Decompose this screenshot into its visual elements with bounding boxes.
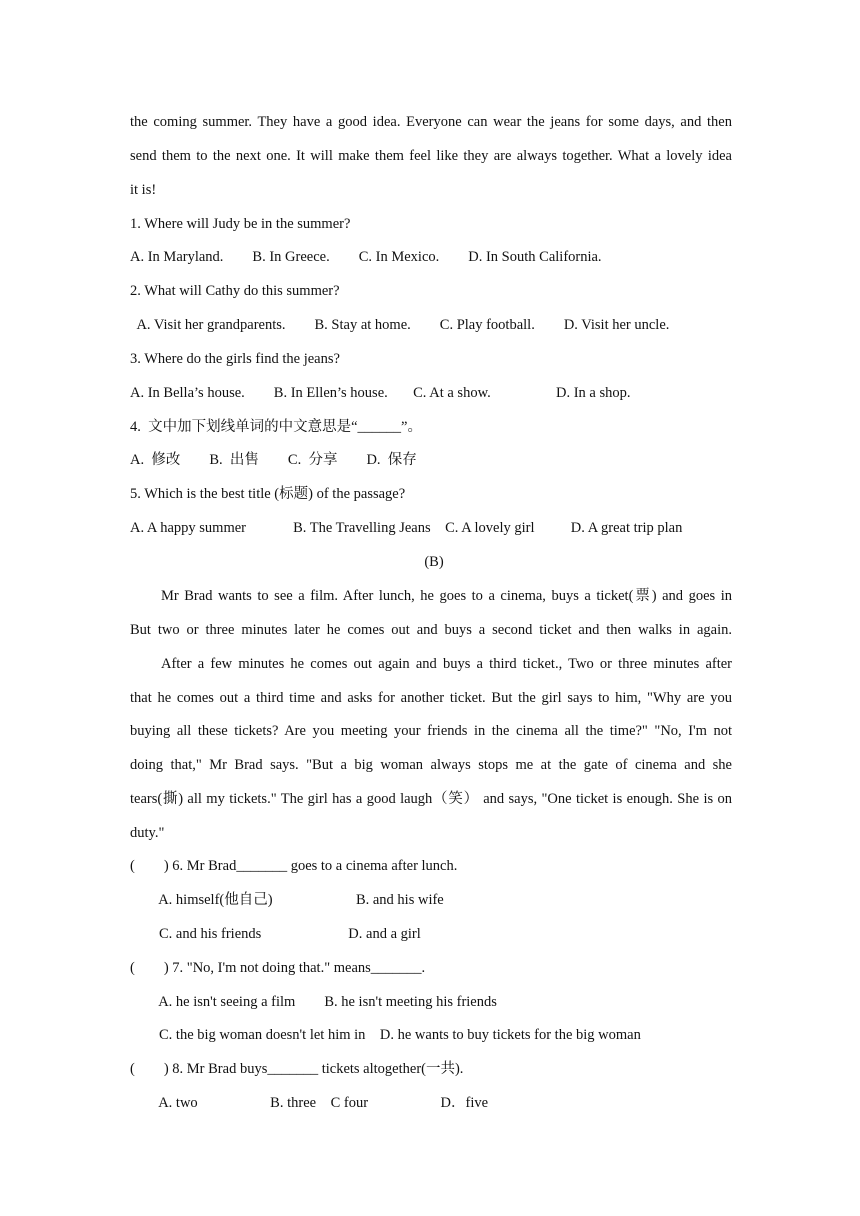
question-stem: ( ) 7. "No, I'm not doing that." means_______. bbox=[130, 960, 426, 976]
question-options: A. In Maryland. B. In Greece. C. In Mexico. D. In South California. bbox=[130, 249, 602, 265]
question-stem: ( ) 8. Mr Brad buys_______ tickets altogether(一共). bbox=[130, 1061, 464, 1077]
passage-line: send them to the next one. It will make them feel like they are always together. What a lovely idea bbox=[130, 148, 732, 164]
passage-line: After a few minutes he comes out again and buys a third ticket., Two or three minutes after bbox=[161, 656, 732, 672]
passage-line: duty." bbox=[130, 825, 165, 841]
question-stem: 4. 文中加下划线单词的中文意思是“______”。 bbox=[130, 419, 422, 435]
passage-line: doing that," Mr Brad says. "But a big woman always stops me at the gate of cinema and she bbox=[130, 757, 732, 773]
question-options: A. himself(他自己) B. and his wife bbox=[130, 892, 444, 908]
passage-line: it is! bbox=[130, 182, 157, 198]
question-stem: 3. Where do the girls find the jeans? bbox=[130, 351, 340, 367]
question-options: A. A happy summer B. The Travelling Jeans C. A lovely girl D. A great trip plan bbox=[130, 520, 683, 536]
question-stem: 1. Where will Judy be in the summer? bbox=[130, 216, 351, 232]
question-options: A. Visit her grandparents. B. Stay at home. C. Play football. D. Visit her uncle. bbox=[130, 317, 670, 333]
question-options: A. In Bella’s house. B. In Ellen’s house. C. At a show. D. In a shop. bbox=[130, 385, 631, 401]
question-stem: ( ) 6. Mr Brad_______ goes to a cinema after lunch. bbox=[130, 858, 458, 874]
question-stem: 2. What will Cathy do this summer? bbox=[130, 283, 340, 299]
passage-line: buying all these tickets? Are you meeting your friends in the cinema all the time?" "No, I'm not bbox=[130, 723, 732, 739]
section-heading: (B) bbox=[424, 554, 444, 570]
question-options: C. and his friends D. and a girl bbox=[130, 926, 421, 942]
passage-line: the coming summer. They have a good idea. Everyone can wear the jeans for some days, and then bbox=[130, 114, 732, 130]
question-options: A. two B. three C four D．five bbox=[130, 1095, 489, 1111]
question-options: A. 修改 B. 出售 C. 分享 D. 保存 bbox=[130, 452, 417, 468]
question-options: C. the big woman doesn't let him in D. he wants to buy tickets for the big woman bbox=[130, 1027, 641, 1043]
question-stem: 5. Which is the best title (标题) of the passage? bbox=[130, 486, 406, 502]
question-options: A. he isn't seeing a film B. he isn't meeting his friends bbox=[130, 994, 497, 1010]
passage-line: that he comes out a third time and asks for another ticket. But the girl says to him, "Why are you bbox=[130, 690, 732, 706]
passage-line: tears(撕) all my tickets." The girl has a good laugh（笑） and says, "One ticket is enough. She is on bbox=[130, 791, 732, 807]
passage-line: Mr Brad wants to see a film. After lunch, he goes to a cinema, buys a ticket(票) and goes in bbox=[161, 588, 732, 604]
passage-line: But two or three minutes later he comes out and buys a second ticket and then walks in again. bbox=[130, 622, 732, 638]
